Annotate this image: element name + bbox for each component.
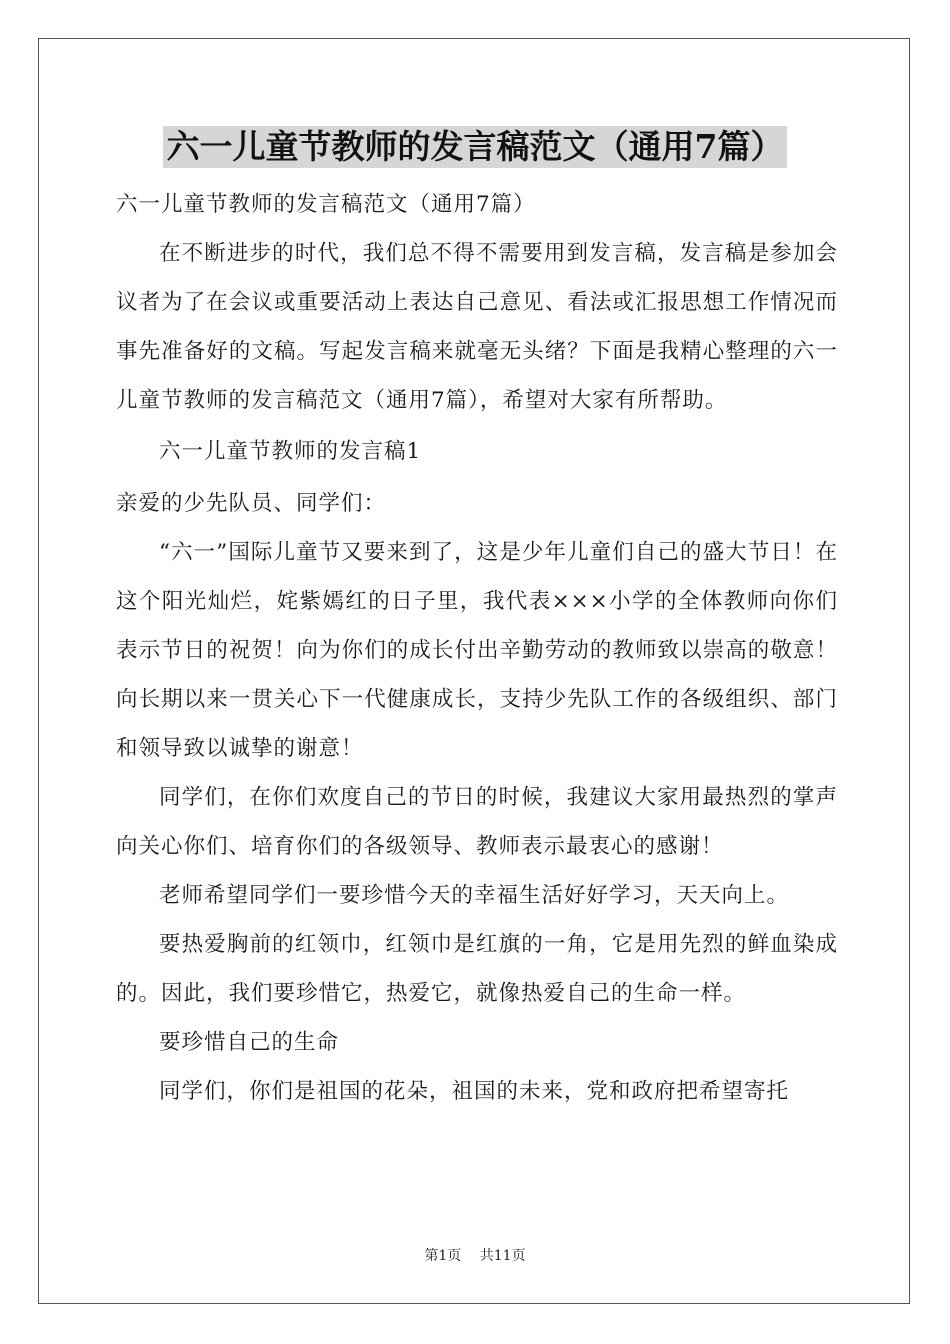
paragraph-salutation: 亲爱的少先队员、同学们： <box>116 491 387 516</box>
paragraph-body: “六一”国际儿童节又要来到了，这是少年儿童们自己的盛大节日！在这个阳光灿烂，姹紫嫣红的日子里，我代表×××小学的全体教师向你们表示节日的祝贺！向为你们的成长付出辛勤劳动的教师致以崇高的敬意！向长期以来一贯关心下一代健康成长，支持少先队工作的各级组织、部门和领导致以诚挚的谢意！ <box>116 540 838 761</box>
document-title-text: 六一儿童节教师的发言稿范文（通用7篇） <box>163 126 788 168</box>
page-number: 第1页 <box>424 1248 462 1264</box>
paragraph-body: 要珍惜自己的生命 <box>159 1030 340 1055</box>
paragraph-body: 同学们，在你们欢度自己的节日的时候，我建议大家用最热烈的掌声向关心你们、培育你们的各级领导、教师表示最衷心的感谢！ <box>116 785 838 859</box>
paragraph-body: 要热爱胸前的红领巾，红领巾是红旗的一角，它是用先烈的鲜血染成的。因此，我们要珍惜它，热爱它，就像热爱自己的生命一样。 <box>116 932 838 1006</box>
document-body <box>116 180 838 1116</box>
paragraph-body: 同学们，你们是祖国的花朵，祖国的未来，党和政府把希望寄托 <box>159 1079 790 1104</box>
paragraph-body: 老师希望同学们一要珍惜今天的幸福生活好好学习，天天向上。 <box>159 883 790 908</box>
section-heading-1: 六一儿童节教师的发言稿1 <box>159 439 422 464</box>
paragraph-subtitle: 六一儿童节教师的发言稿范文（通用7篇） <box>116 192 536 217</box>
page-footer <box>0 1246 950 1266</box>
page-total: 共11页 <box>479 1248 526 1264</box>
document-title <box>0 126 950 168</box>
paragraph-intro: 在不断进步的时代，我们总不得不需要用到发言稿，发言稿是参加会议者为了在会议或重要活动上表达自己意见、看法或汇报思想工作情况而事先准备好的文稿。写起发言稿来就毫无头绪？下面是我精心整理的六一儿童节教师的发言稿范文（通用7篇），希望对大家有所帮助。 <box>116 241 838 413</box>
